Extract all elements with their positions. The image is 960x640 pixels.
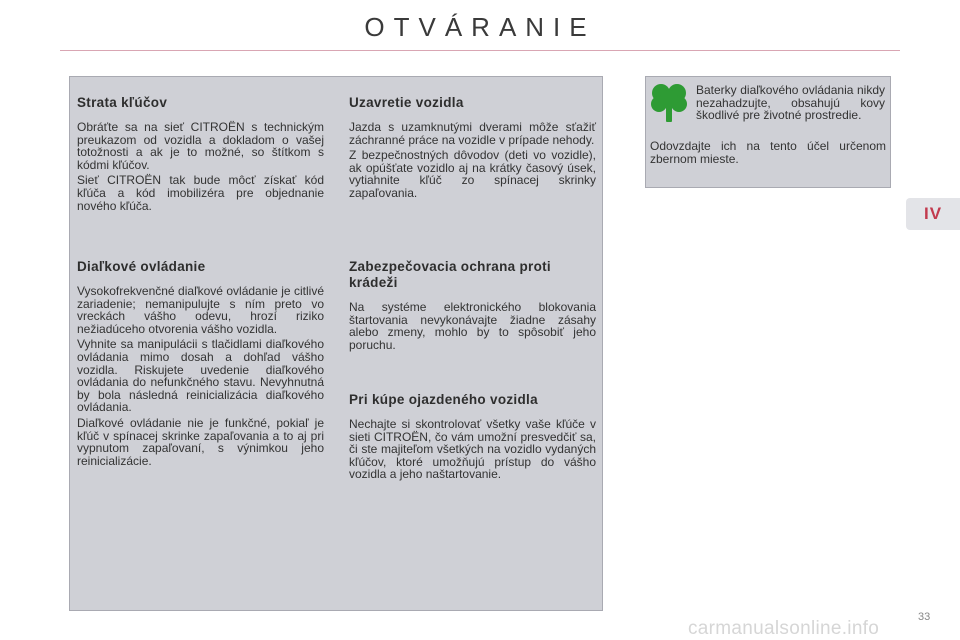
- eco-warning-text: Baterky diaľkového ovládania nikdy nezahadzujte, obsahujú kovy škodlivé pre životné prostredie.: [696, 83, 885, 123]
- section-remote-control: [77, 259, 324, 470]
- paragraph: Na systéme elektronického blokovania štartovania nevykonávajte žiadne zásahy alebo zmeny, mohlo by to spôsobiť jeho poruchu.: [349, 300, 596, 352]
- eco-instruction-text: Odovzdajte ich na tento účel určenom zbernom mieste.: [650, 139, 886, 166]
- section-vehicle-locking: [349, 95, 596, 203]
- title-divider: [60, 50, 900, 51]
- paragraph: Vyhnite sa manipulácii s tlačidlami diaľkového ovládania mimo dosah a dohľad vášho vozidla. Riskujete uvedenie diaľkového ovládania do nefunkčného stavu. Nevyhnutná by bola následná reinicializácia diaľkového ovládania.: [77, 337, 324, 415]
- paragraph: Obráťte sa na sieť CITROËN s technickým preukazom od vozidla a dokladom o vašej totožnosti a ak je to možné, so štítkom s kódmi kľúčov.: [77, 120, 324, 172]
- section-anti-theft: [349, 259, 596, 354]
- section-heading: Uzavretie vozidla: [349, 95, 464, 110]
- paragraph: Nechajte si skontrolovať všetky vaše kľúče v sieti CITROËN, čo vám umožní presvedčiť sa, či ste majiteľom všetkých na vozidlo vydaných kľúčov, ktoré umožňujú prístup do vášho vozidla a jeho naštartovanie.: [349, 417, 596, 482]
- watermark: carmanualsonline.info: [688, 618, 880, 639]
- paragraph: Vysokofrekvenčné diaľkové ovládanie je citlivé zariadenie; nemanipulujte s ním preto vo vreckách vášho odevu, hrozí riziko nežiadúceho otvorenia vášho vozidla.: [77, 284, 324, 336]
- section-heading: Zabezpečovacia ochrana proti krádeži: [349, 259, 551, 290]
- chapter-tab: IV: [906, 198, 960, 230]
- section-heading: Pri kúpe ojazdeného vozidla: [349, 392, 538, 407]
- paragraph: Diaľkové ovládanie nie je funkčné, pokiaľ je kľúč v spínacej skrinke zapaľovania a to aj pri vypnutom zapaľovaní, s výnimkou jeho reinicializácie.: [77, 415, 324, 468]
- paragraph: Z bezpečnostných dôvodov (deti vo vozidle), ak opúšťate vozidlo aj na krátky časový úsek, vytiahnite kľúč zo spínacej skrinky zapaľovania.: [349, 148, 596, 200]
- section-heading: Strata kľúčov: [77, 95, 168, 110]
- paragraph: Sieť CITROËN tak bude môcť získať kód kľúča a kód imobilizéra pre objednanie nového kľúča.: [77, 173, 324, 213]
- page-number: 33: [918, 611, 931, 623]
- section-lost-keys: [77, 95, 324, 215]
- tree-icon: [650, 82, 688, 124]
- section-heading: Diaľkové ovládanie: [77, 259, 206, 274]
- page-title: OTVÁRANIE: [364, 12, 596, 42]
- section-used-vehicle: [349, 392, 596, 484]
- paragraph: Jazda s uzamknutými dverami môže sťažiť záchranné práce na vozidle v prípade nehody.: [349, 120, 596, 147]
